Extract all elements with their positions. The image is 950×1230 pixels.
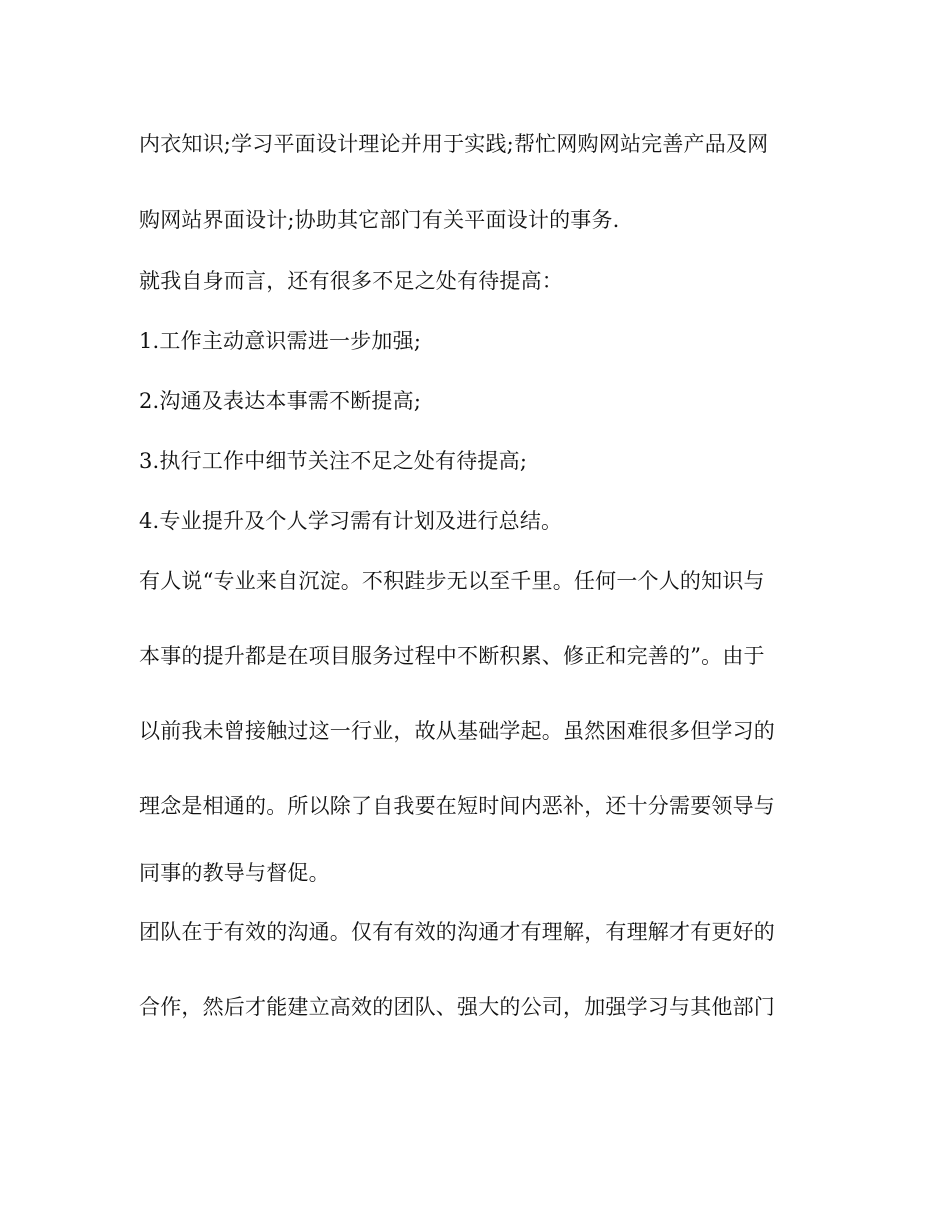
paragraph-line: 团队在于有效的沟通。仅有有效的沟通才有理解，有理解才有更好的 [139,920,775,944]
paragraph-line: 以前我未曾接触过这一行业，故从基础学起。虽然困难很多但学习的 [139,719,775,743]
paragraph-line: 同事的教导与督促。 [139,861,330,885]
list-item: 3.执行工作中细节关注不足之处有待提高; [139,449,528,473]
paragraph-line: 理念是相通的。所以除了自我要在短时间内恶补，还十分需要领导与 [139,794,775,818]
paragraph-line: 合作，然后才能建立高效的团队、强大的公司，加强学习与其他部门 [139,995,775,1019]
paragraph-line: 有人说“专业来自沉淀。不积跬步无以至千里。任何一个人的知识与 [139,569,765,593]
list-item: 2.沟通及表达本事需不断提高; [139,389,422,413]
list-item: 4.专业提升及个人学习需有计划及进行总结。 [139,509,563,533]
paragraph-line: 本事的提升都是在项目服务过程中不断积累、修正和完善的”。由于 [139,644,765,668]
paragraph-line: 就我自身而言，还有很多不足之处有待提高： [139,269,563,293]
paragraph-line: 购网站界面设计;协助其它部门有关平面设计的事务. [139,208,620,232]
paragraph-line: 内衣知识;学习平面设计理论并用于实践;帮忙网购网站完善产品及网 [139,132,769,156]
list-item: 1.工作主动意识需进一步加强; [139,329,422,353]
